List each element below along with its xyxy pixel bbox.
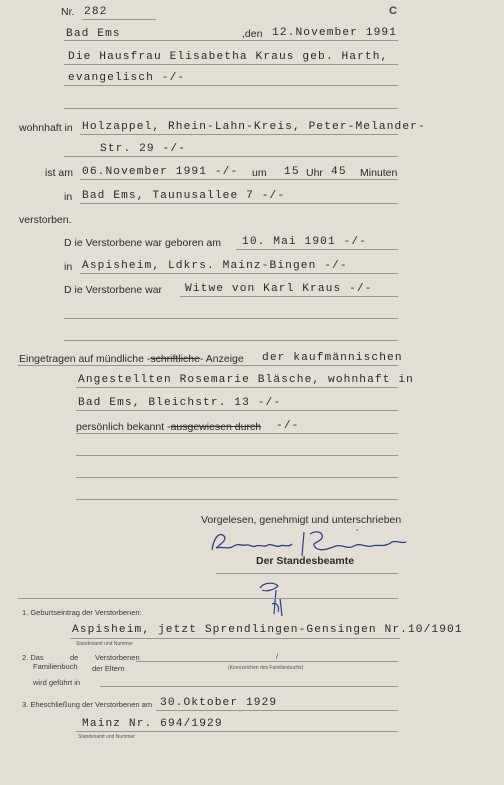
- blank-line-6: [76, 499, 398, 500]
- footnote-3-label: 3. Eheschließung der Verstorbenen am: [22, 700, 153, 709]
- struck-written: schriftliche: [150, 353, 200, 365]
- status-label: D ie Verstorbene war: [64, 284, 163, 296]
- closing-statement: Vorgelesen, genehmigt und unterschrieben: [201, 514, 402, 526]
- birth-place-prefix: in: [64, 261, 73, 273]
- religion-line: [64, 85, 398, 86]
- registry-place: Bad Ems: [66, 28, 121, 40]
- footnote-2-familienbuch: Familienbuch: [33, 662, 78, 671]
- footnote-2-wird: wird geführt in: [33, 678, 81, 687]
- death-minute: 45: [331, 166, 347, 178]
- informant-line-2: Angestellten Rosemarie Bläsche, wohnhaft in: [78, 374, 414, 386]
- signature-line: [216, 573, 398, 574]
- footnote-2-line: [136, 661, 398, 662]
- date-prefix: ,den: [242, 28, 263, 40]
- marriage-date: 30.Oktober 1929: [160, 697, 278, 709]
- residence-line-1-rule: [80, 134, 398, 135]
- footnote-3-caption: Standesamt und Nummer: [78, 734, 135, 740]
- footnote-2-line-2: [100, 686, 398, 687]
- corner-mark: C: [389, 5, 397, 17]
- death-date: 06.November 1991 -/-: [82, 166, 239, 178]
- blank-line-2: [64, 318, 398, 319]
- official-signature: [254, 568, 294, 618]
- religion: evangelisch -/-: [68, 72, 186, 84]
- footnote-2-de: de: [70, 653, 79, 662]
- known-line: [76, 433, 398, 434]
- svg-text:": ": [356, 529, 359, 536]
- footnote-divider: [18, 598, 398, 599]
- residence-line-2: Str. 29 -/-: [100, 143, 186, 155]
- footnote-2-verstorbenen: Verstorbenen: [95, 653, 140, 662]
- residence-line-1: Holzappel, Rhein-Lahn-Kreis, Peter-Melander-: [82, 121, 426, 133]
- registry-date: 12.November 1991: [272, 27, 398, 39]
- footnote-2-das: 2. Das: [22, 653, 44, 662]
- marital-status: Witwe von Karl Kraus -/-: [185, 283, 373, 295]
- death-place-prefix: in: [64, 191, 73, 203]
- footnote-1-caption: Standesamt und Nummer: [76, 641, 133, 647]
- death-place: Bad Ems, Taunusallee 7 -/-: [82, 190, 286, 202]
- birth-label: D ie Verstorbene war geboren am: [64, 237, 222, 249]
- footnote-3-date-line: [156, 710, 398, 711]
- known-value: -/-: [276, 420, 300, 432]
- registration-line: [18, 365, 398, 366]
- death-hour: 15: [284, 166, 300, 178]
- name-line: [64, 64, 398, 65]
- register-number-label: Nr.: [61, 6, 75, 18]
- death-time-label: um: [252, 167, 267, 179]
- status-line: [180, 296, 398, 297]
- marriage-register: Mainz Nr. 694/1929: [82, 718, 223, 730]
- footnote-1-label: 1. Geburtseintrag der Verstorbenen:: [22, 608, 142, 617]
- death-place-line: [80, 203, 398, 204]
- registration-label: Eingetragen auf mündliche -schriftliche- Anzeige: [19, 353, 244, 365]
- footnote-2-caption: (Kennzeichen des Familienbuchs): [228, 665, 304, 671]
- informant-line-3-rule: [76, 410, 398, 411]
- birth-date: 10. Mai 1901 -/-: [242, 236, 368, 248]
- hour-label: Uhr: [306, 167, 323, 179]
- register-number-line: [82, 19, 156, 20]
- blank-line: [64, 108, 398, 109]
- residence-line-2-rule: [64, 156, 398, 157]
- informant-line-1: der kaufmännischen: [262, 352, 403, 364]
- death-date-label: ist am: [45, 167, 74, 179]
- informant-line-2-rule: [76, 387, 398, 388]
- birth-place: Aspisheim, Ldkrs. Mainz-Bingen -/-: [82, 260, 348, 272]
- birth-place-line: [80, 273, 398, 274]
- death-date-line: [80, 179, 398, 180]
- died-verb: verstorben.: [19, 214, 72, 226]
- deceased-name: Die Hausfrau Elisabetha Kraus geb. Harth,: [68, 51, 389, 63]
- blank-line-4: [76, 455, 398, 456]
- official-title: Der Standesbeamte: [256, 555, 355, 567]
- footnote-1-value: Aspisheim, jetzt Sprendlingen-Gensingen Nr.10/1901: [72, 624, 463, 636]
- blank-line-3: [64, 340, 398, 341]
- date-line: [64, 40, 398, 41]
- birth-date-line: [236, 249, 398, 250]
- residence-label: wohnhaft in: [19, 122, 73, 134]
- footnote-1-line: [70, 638, 400, 639]
- known-label: persönlich bekannt -ausgewiesen durch: [76, 421, 262, 433]
- struck-identified: ausgewiesen durch: [170, 421, 262, 433]
- footnote-2-slash: /: [276, 652, 279, 661]
- register-number: 282: [84, 6, 108, 18]
- footnote-3-line: [76, 731, 398, 732]
- informant-line-3: Bad Ems, Bleichstr. 13 -/-: [78, 397, 282, 409]
- blank-line-5: [76, 477, 398, 478]
- minute-label: Minuten: [360, 167, 398, 179]
- footnote-2-der-eltern: der Eltern: [92, 664, 125, 673]
